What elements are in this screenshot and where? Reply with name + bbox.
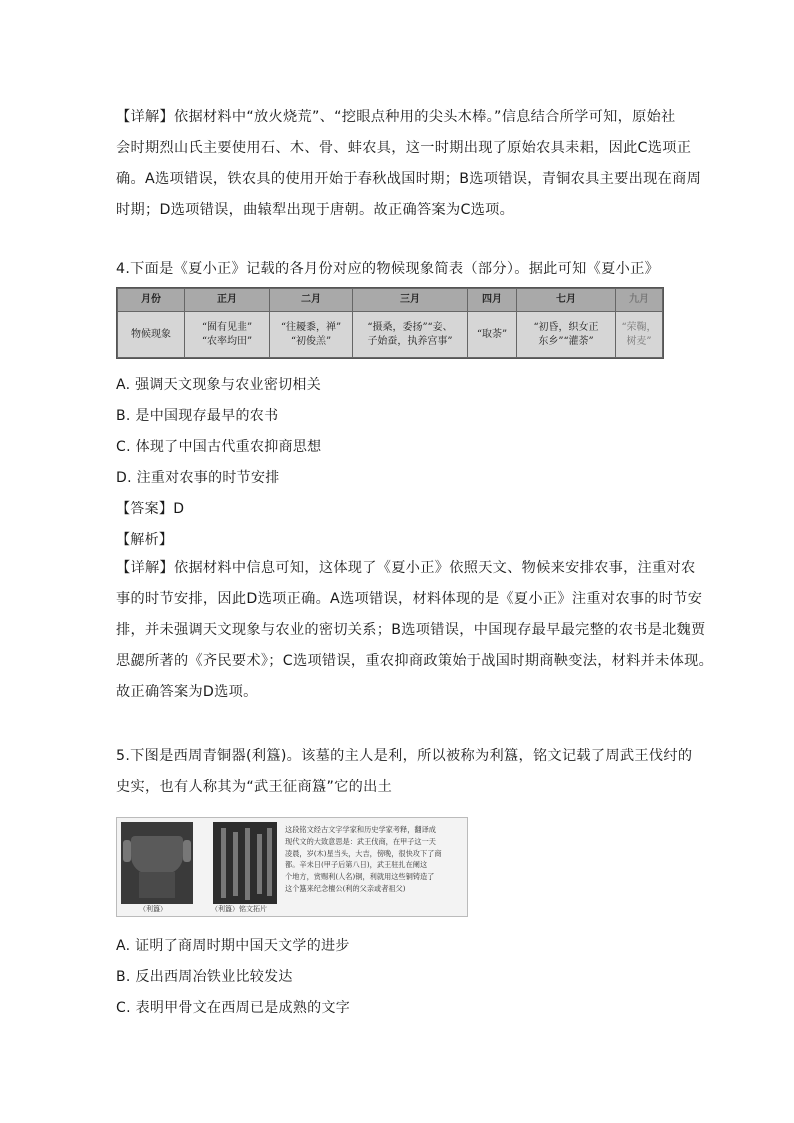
analysis-label: 【解析】 [116,532,174,548]
table-cell: “往耰黍，禅” “初俊羔” [270,312,353,358]
explanation-paragraph-q3 [116,102,702,226]
table-header: 九月 [616,289,663,312]
table-header: 二月 [270,289,353,312]
text-line: 【详解】依据材料中信息可知，这体现了《夏小正》依照天文、物候来安排农事，注重对农 [116,560,696,576]
table-header: 三月 [353,289,468,312]
text-line: 史实，也有人称其为“武王征商簋”它的出土 [116,779,393,795]
image-caption-vessel: （利簋） [139,905,167,913]
inscription-translation: 这段铭文经古文字学家和历史学家考释，翻译成 现代文的大致意思是：武王伐商，在甲子这一天 凌晨，岁(木)星当头，大吉，傍晚，很快攻下了商 都。辛未日(甲子后第八日)，武王驻扎在阑这 个地方，赏赐利(人名)铜，利就用这些铜铸造了 这个簋来纪念檀公(利的父亲或者祖父) [285,825,442,893]
option-b: B. 是中国现存最早的农书 [116,408,279,424]
text-line: 时期；D选项错误，曲辕犁出现于唐朝。故正确答案为C选项。 [116,202,515,218]
table-header: 月份 [118,289,185,312]
explanation-paragraph-q4 [116,553,714,708]
option-a: A. 强调天文现象与农业密切相关 [116,377,322,393]
option-b: B. 反出西周冶铁业比较发达 [116,969,293,985]
table-header: 七月 [517,289,616,312]
text-line: 故正确答案为D选项。 [116,684,258,700]
question-4-stem: 4.下面是《夏小正》记载的各月份对应的物候现象简表（部分）。据此可知《夏小正》 [116,261,660,277]
table-cell: “荣鞠，树麦” [616,312,663,358]
text-line: 事的时节安排，因此D选项正确。A选项错误，材料体现的是《夏小正》注重对农事的时节安 [116,591,703,607]
inscription-rubbing-picture [213,822,277,904]
table-cell: “取荼” [468,312,517,358]
option-d: D. 注重对农事的时节安排 [116,470,280,486]
text-line: 思勰所著的《齐民要术》；C选项错误，重农抑商政策始于战国时期商鞅变法，材料并未体现。 [116,653,714,669]
li-gui-image [116,817,468,917]
table-cell: “摄桑，委扬”“妾、 子始蚕，执养宫事” [353,312,468,358]
phenology-table-image [116,287,664,359]
option-c: C. 体现了中国古代重农抑商思想 [116,439,322,455]
option-a: A. 证明了商周时期中国天文学的进步 [116,938,350,954]
text-line: 排，并未强调天文现象与农业的密切关系；B选项错误，中国现存最早最完整的农书是北魏贾 [116,622,706,638]
table-header: 四月 [468,289,517,312]
bronze-vessel-picture [121,822,193,904]
text-line: 会时期烈山氏主要使用石、木、骨、蚌农具，这一时期出现了原始农具耒耜，因此C选项正 [116,140,692,156]
question-5-stem [116,741,693,803]
table-cell: “初昏，织女正 东乡”“灌荼” [517,312,616,358]
answer-label: 【答案】D [116,501,185,517]
table-cell: “囿有见韭” “农率均田” [185,312,270,358]
table-row-label: 物候现象 [118,312,185,358]
image-caption-rubbing: （利簋）铭文拓片 [211,905,267,913]
text-line: 确。A选项错误，铁农具的使用开始于春秋战国时期；B选项错误，青铜农具主要出现在商周 [116,171,702,187]
table-header: 正月 [185,289,270,312]
option-c: C. 表明甲骨文在西周已是成熟的文字 [116,1000,351,1016]
text-line: 5.下图是西周青铜器(利簋)。该墓的主人是利，所以被称为利簋，铭文记载了周武王伐纣的 [116,748,693,764]
text-line: 【详解】依据材料中“放火烧荒”、“挖眼点种用的尖头木棒。”信息结合所学可知，原始社 [116,109,676,125]
